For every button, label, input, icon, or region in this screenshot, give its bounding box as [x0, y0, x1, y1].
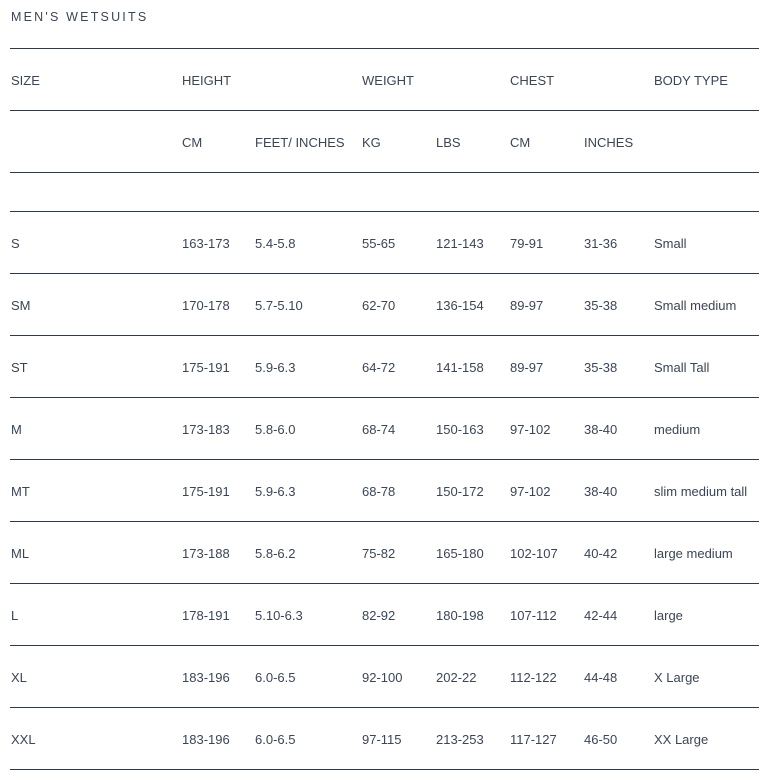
header-row: [0, 70, 769, 92]
cell-weight-kg: 97-115: [362, 732, 402, 747]
subheader-height-cm: CM: [182, 135, 203, 150]
cell-weight-kg: 64-72: [362, 360, 396, 375]
cell-body-type: large medium: [654, 546, 733, 561]
cell-weight-kg: 62-70: [362, 298, 396, 313]
cell-height-feet-inches: 5.10-6.3: [255, 608, 303, 623]
cell-size: ML: [11, 546, 30, 561]
cell-size: MT: [11, 484, 30, 499]
cell-weight-lbs: 121-143: [436, 236, 484, 251]
cell-chest-cm: 89-97: [510, 360, 544, 375]
cell-height-feet-inches: 5.4-5.8: [255, 236, 296, 251]
cell-weight-lbs: 150-163: [436, 422, 484, 437]
cell-chest-inches: 31-36: [584, 236, 618, 251]
header-weight: WEIGHT: [362, 73, 414, 88]
cell-chest-inches: 35-38: [584, 298, 618, 313]
cell-body-type: X Large: [654, 670, 700, 685]
cell-height-feet-inches: 6.0-6.5: [255, 732, 296, 747]
page-title: MEN'S WETSUITS: [11, 10, 149, 24]
cell-height-feet-inches: 5.9-6.3: [255, 360, 296, 375]
cell-height-cm: 163-173: [182, 236, 230, 251]
table-row: [0, 233, 769, 255]
cell-body-type: slim medium tall: [654, 484, 748, 499]
cell-size: S: [11, 236, 20, 251]
subheader-chest-cm: CM: [510, 135, 531, 150]
cell-size: L: [11, 608, 19, 623]
table-divider: [10, 521, 759, 522]
cell-height-feet-inches: 6.0-6.5: [255, 670, 296, 685]
table-row: [0, 729, 769, 751]
table-row: [0, 605, 769, 627]
subheader-weight-kg: KG: [362, 135, 381, 150]
cell-height-cm: 170-178: [182, 298, 230, 313]
table-row: [0, 295, 769, 317]
table-divider: [10, 583, 759, 584]
cell-weight-lbs: 136-154: [436, 298, 484, 313]
cell-weight-lbs: 150-172: [436, 484, 484, 499]
table-divider: [10, 645, 759, 646]
subheader-height-feet-inches: FEET/ INCHES: [255, 135, 345, 150]
header-size: SIZE: [11, 73, 40, 88]
cell-height-cm: 173-188: [182, 546, 230, 561]
cell-chest-cm: 102-107: [510, 546, 558, 561]
table-row: [0, 481, 769, 503]
cell-height-feet-inches: 5.7-5.10: [255, 298, 303, 313]
cell-chest-cm: 97-102: [510, 484, 551, 499]
cell-height-cm: 183-196: [182, 732, 230, 747]
subheader-weight-lbs: LBS: [436, 135, 461, 150]
subheader-row: [0, 132, 769, 154]
cell-chest-inches: 44-48: [584, 670, 618, 685]
cell-weight-kg: 68-74: [362, 422, 396, 437]
cell-height-cm: 175-191: [182, 360, 230, 375]
cell-height-cm: 175-191: [182, 484, 230, 499]
header-height: HEIGHT: [182, 73, 232, 88]
cell-weight-kg: 75-82: [362, 546, 396, 561]
cell-chest-cm: 107-112: [510, 608, 557, 623]
table-divider: [10, 397, 759, 398]
table-row: [0, 543, 769, 565]
cell-size: SM: [11, 298, 31, 313]
subheader-chest-inches: INCHES: [584, 135, 634, 150]
cell-body-type: Small medium: [654, 298, 737, 313]
cell-height-cm: 173-183: [182, 422, 230, 437]
table-row: [0, 357, 769, 379]
table-divider: [10, 335, 759, 336]
cell-chest-inches: 40-42: [584, 546, 618, 561]
cell-body-type: medium: [654, 422, 701, 437]
cell-weight-lbs: 180-198: [436, 608, 484, 623]
cell-weight-lbs: 202-22: [436, 670, 477, 685]
cell-weight-lbs: 141-158: [436, 360, 484, 375]
cell-size: XL: [11, 670, 27, 685]
cell-body-type: XX Large: [654, 732, 709, 747]
cell-chest-cm: 79-91: [510, 236, 544, 251]
cell-height-cm: 183-196: [182, 670, 230, 685]
cell-chest-cm: 89-97: [510, 298, 544, 313]
cell-chest-cm: 97-102: [510, 422, 551, 437]
header-body-type: BODY TYPE: [654, 73, 728, 88]
cell-chest-inches: 42-44: [584, 608, 618, 623]
table-row: [0, 419, 769, 441]
cell-weight-kg: 92-100: [362, 670, 403, 685]
cell-weight-kg: 55-65: [362, 236, 396, 251]
cell-chest-inches: 38-40: [584, 422, 618, 437]
cell-chest-inches: 38-40: [584, 484, 618, 499]
cell-size: XXL: [11, 732, 36, 747]
cell-size: ST: [11, 360, 28, 375]
cell-height-feet-inches: 5.9-6.3: [255, 484, 296, 499]
cell-body-type: Small Tall: [654, 360, 710, 375]
table-divider: [10, 273, 759, 274]
cell-height-feet-inches: 5.8-6.2: [255, 546, 296, 561]
table-row: [0, 667, 769, 689]
table-divider: [10, 48, 759, 49]
cell-size: M: [11, 422, 22, 437]
cell-weight-kg: 68-78: [362, 484, 396, 499]
table-divider: [10, 769, 759, 770]
cell-weight-kg: 82-92: [362, 608, 396, 623]
table-divider: [10, 172, 759, 173]
table-divider: [10, 110, 759, 111]
cell-height-feet-inches: 5.8-6.0: [255, 422, 296, 437]
table-divider: [10, 707, 759, 708]
header-chest: CHEST: [510, 73, 555, 88]
cell-chest-inches: 35-38: [584, 360, 618, 375]
cell-weight-lbs: 213-253: [436, 732, 484, 747]
cell-body-type: large: [654, 608, 683, 623]
cell-chest-cm: 117-127: [510, 732, 557, 747]
table-divider: [10, 459, 759, 460]
cell-chest-cm: 112-122: [510, 670, 557, 685]
cell-chest-inches: 46-50: [584, 732, 618, 747]
cell-height-cm: 178-191: [182, 608, 230, 623]
table-divider: [10, 211, 759, 212]
cell-body-type: Small: [654, 236, 687, 251]
cell-weight-lbs: 165-180: [436, 546, 484, 561]
